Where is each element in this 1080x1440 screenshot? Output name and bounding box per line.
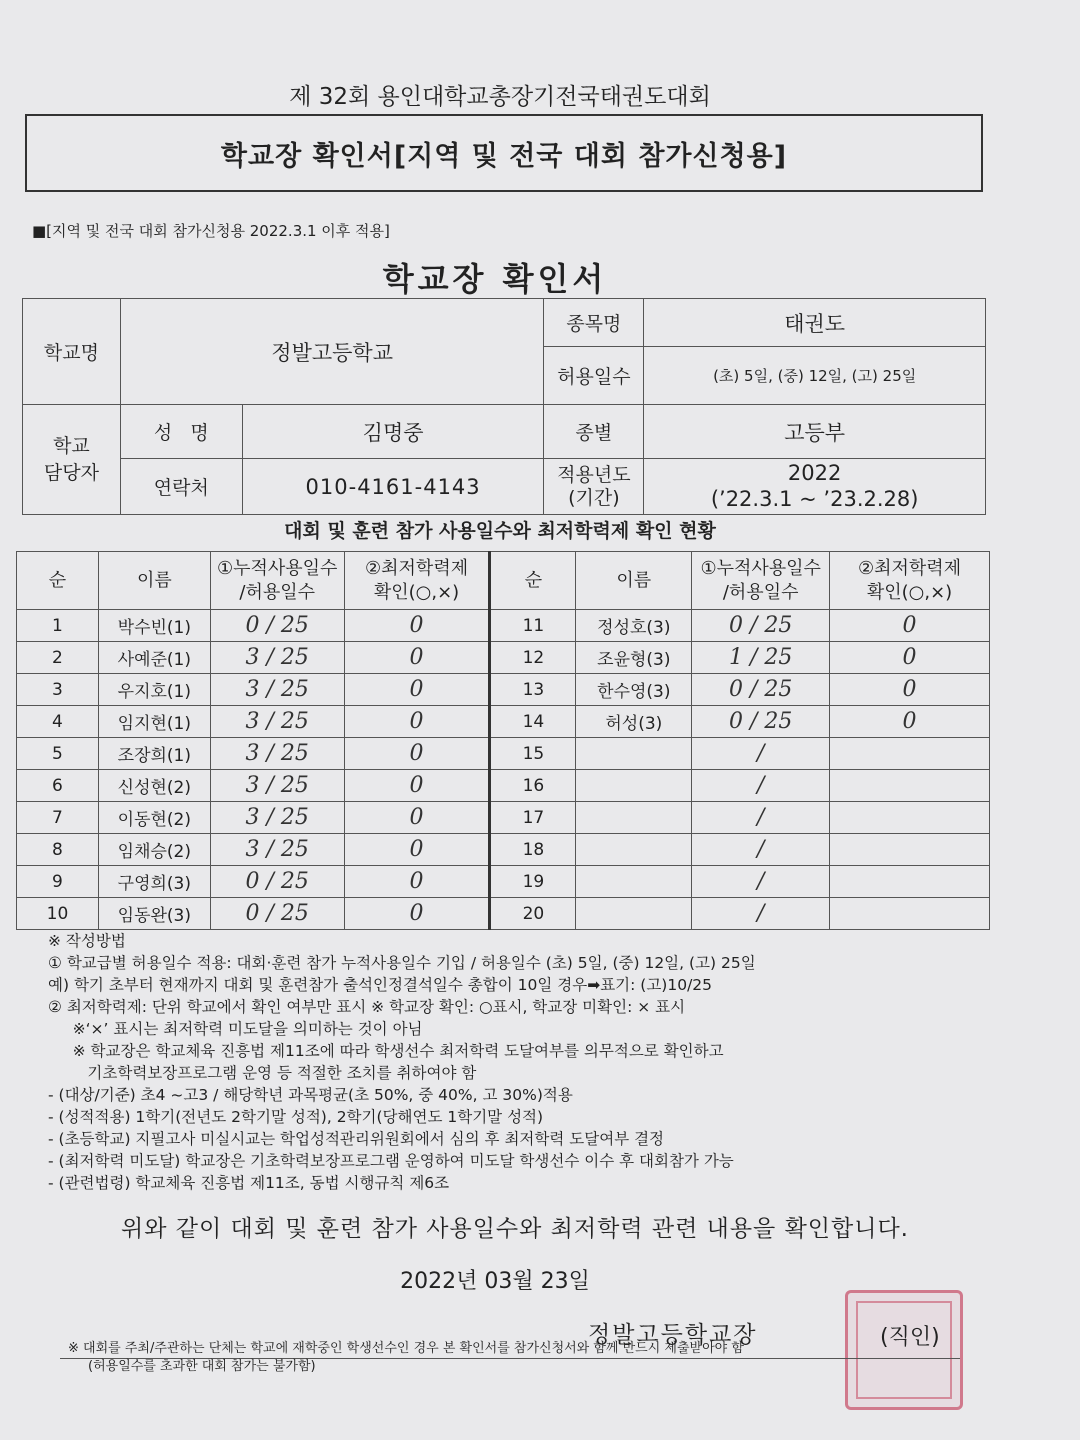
row-no: 1 bbox=[17, 610, 99, 642]
row-check bbox=[830, 802, 990, 834]
allowed-days-value: (초) 5일, (중) 12일, (고) 25일 bbox=[644, 347, 986, 405]
row-days: 1 / 25 bbox=[692, 642, 830, 674]
row-name bbox=[576, 898, 692, 930]
row-days: 0 / 25 bbox=[692, 610, 830, 642]
row-no: 19 bbox=[490, 866, 576, 898]
event-title: 제 32회 용인대학교총장기전국태권도대회 bbox=[289, 84, 711, 110]
contact-person-label: 학교 담당자 bbox=[23, 405, 121, 515]
principal-name: 정발고등학교장 bbox=[588, 1322, 758, 1348]
row-check: 0 bbox=[344, 770, 490, 802]
confirmation-statement: 위와 같이 대회 및 훈련 참가 사용일수와 최저학력 관련 내용을 확인합니다. bbox=[121, 1216, 909, 1242]
row-no: 18 bbox=[490, 834, 576, 866]
row-days: 0 / 25 bbox=[692, 706, 830, 738]
year-value: 2022 bbox=[787, 461, 842, 486]
instruction-line: ※ 작성방법 bbox=[48, 932, 126, 950]
school-info-table bbox=[22, 298, 986, 515]
category-value: 고등부 bbox=[644, 405, 986, 459]
instruction-line: 예) 학기 초부터 현재까지 대회 및 훈련참가 출석인정결석일수 총합이 10일 경우➡표기: (고)10/25 bbox=[48, 976, 713, 994]
row-no: 20 bbox=[490, 898, 576, 930]
row-check bbox=[830, 866, 990, 898]
instructions bbox=[48, 930, 1008, 1194]
row-name bbox=[576, 834, 692, 866]
sport-value: 태권도 bbox=[644, 299, 986, 347]
row-name: 임채승(2) bbox=[98, 834, 210, 866]
sport-label: 종목명 bbox=[544, 299, 644, 347]
seal-label: (직인) bbox=[880, 1325, 940, 1350]
table-row bbox=[17, 898, 990, 930]
row-days: / bbox=[692, 834, 830, 866]
header-no-2: 순 bbox=[490, 552, 576, 610]
row-days: / bbox=[692, 738, 830, 770]
instruction-line: ※ 학교장은 학교체육 진흥법 제11조에 따라 학생선수 최저학력 도달여부를 의무적으로 확인하고 bbox=[48, 1042, 724, 1060]
footnote-1: ※ 대회를 주최/주관하는 단체는 학교에 재학중인 학생선수인 경우 본 확인서를 참가신청서와 함께 반드시 제출받아야 함 bbox=[68, 1341, 744, 1356]
row-check: 0 bbox=[344, 642, 490, 674]
row-name bbox=[576, 866, 692, 898]
row-check: 0 bbox=[344, 834, 490, 866]
row-no: 12 bbox=[490, 642, 576, 674]
row-check: 0 bbox=[344, 738, 490, 770]
instruction-line: ② 최저학력제: 단위 학교에서 확인 여부만 표시 ※ 학교장 확인: ○표시, 학교장 미확인: × 표시 bbox=[48, 998, 686, 1016]
row-no: 2 bbox=[17, 642, 99, 674]
table-row bbox=[17, 642, 990, 674]
row-days: 0 / 25 bbox=[210, 866, 344, 898]
row-no: 16 bbox=[490, 770, 576, 802]
header-name-2: 이름 bbox=[576, 552, 692, 610]
row-check bbox=[830, 738, 990, 770]
row-days: 3 / 25 bbox=[210, 706, 344, 738]
row-days: 3 / 25 bbox=[210, 802, 344, 834]
row-name: 신성현(2) bbox=[98, 770, 210, 802]
row-name: 구영희(3) bbox=[98, 866, 210, 898]
row-no: 10 bbox=[17, 898, 99, 930]
row-name: 정성호(3) bbox=[576, 610, 692, 642]
instruction-line: 기초학력보장프로그램 운영 등 적절한 조치를 취하여야 함 bbox=[48, 1064, 477, 1082]
row-days: 3 / 25 bbox=[210, 674, 344, 706]
table-row bbox=[17, 706, 990, 738]
row-name bbox=[576, 738, 692, 770]
row-check: 0 bbox=[344, 898, 490, 930]
row-name bbox=[576, 770, 692, 802]
footnote-2: (허용일수를 초과한 대회 참가는 불가함) bbox=[88, 1359, 316, 1374]
row-no: 3 bbox=[17, 674, 99, 706]
row-check bbox=[830, 898, 990, 930]
row-name: 허성(3) bbox=[576, 706, 692, 738]
roster-table bbox=[16, 551, 990, 930]
table-row bbox=[17, 770, 990, 802]
row-check: 0 bbox=[344, 866, 490, 898]
row-no: 17 bbox=[490, 802, 576, 834]
row-days: 3 / 25 bbox=[210, 738, 344, 770]
form-title: 학교장 확인서[지역 및 전국 대회 참가신청용] bbox=[25, 114, 983, 192]
row-name bbox=[576, 802, 692, 834]
row-days: / bbox=[692, 802, 830, 834]
header-check: ②최저학력제 확인(○,×) bbox=[344, 552, 490, 610]
year-cell bbox=[644, 459, 986, 515]
row-no: 8 bbox=[17, 834, 99, 866]
row-days: 3 / 25 bbox=[210, 770, 344, 802]
table-row bbox=[17, 674, 990, 706]
row-name: 사예준(1) bbox=[98, 642, 210, 674]
row-no: 5 bbox=[17, 738, 99, 770]
row-check: 0 bbox=[344, 610, 490, 642]
header-check-2: ②최저학력제 확인(○,×) bbox=[830, 552, 990, 610]
instruction-line: ※‘×’ 표시는 최저학력 미도달을 의미하는 것이 아님 bbox=[48, 1020, 423, 1038]
instruction-line: - (최저학력 미도달) 학교장은 기초학력보장프로그램 운영하여 미도달 학생선수 이수 후 대회참가 가능 bbox=[48, 1152, 734, 1170]
row-name: 임동완(3) bbox=[98, 898, 210, 930]
row-name: 한수영(3) bbox=[576, 674, 692, 706]
row-name: 이동현(2) bbox=[98, 802, 210, 834]
table-row bbox=[17, 834, 990, 866]
row-name: 조윤형(3) bbox=[576, 642, 692, 674]
instruction-line: - (관련법령) 학교체육 진흥법 제11조, 동법 시행규칙 제6조 bbox=[48, 1174, 450, 1192]
allowed-days-label: 허용일수 bbox=[544, 347, 644, 405]
table-row bbox=[17, 610, 990, 642]
row-name: 임지현(1) bbox=[98, 706, 210, 738]
contact-name-value: 김명중 bbox=[242, 405, 544, 459]
header-days-2: ①누적사용일수 /허용일수 bbox=[692, 552, 830, 610]
row-no: 11 bbox=[490, 610, 576, 642]
table-row bbox=[17, 802, 990, 834]
row-days: 3 / 25 bbox=[210, 642, 344, 674]
phone-label: 연락처 bbox=[120, 459, 242, 515]
document-date: 2022년 03월 23일 bbox=[400, 1269, 590, 1294]
table-row bbox=[17, 738, 990, 770]
row-days: / bbox=[692, 898, 830, 930]
instruction-line: ① 학교급별 허용일수 적용: 대회·훈련 참가 누적사용일수 기입 / 허용일수 (초) 5일, (중) 12일, (고) 25일 bbox=[48, 954, 756, 972]
row-days: / bbox=[692, 866, 830, 898]
instruction-line: - (성적적용) 1학기(전년도 2학기말 성적), 2학기(당해연도 1학기말 성적) bbox=[48, 1108, 544, 1126]
applicability-note: ■[지역 및 전국 대회 참가신청용 2022.3.1 이후 적용] bbox=[32, 222, 390, 240]
row-check bbox=[830, 834, 990, 866]
row-name: 박수빈(1) bbox=[98, 610, 210, 642]
table-row bbox=[17, 866, 990, 898]
row-no: 15 bbox=[490, 738, 576, 770]
section-title: 대회 및 훈련 참가 사용일수와 최저학력제 확인 현황 bbox=[284, 520, 716, 542]
phone-value: 010-4161-4143 bbox=[242, 459, 544, 515]
row-days: 0 / 25 bbox=[210, 898, 344, 930]
row-check: 0 bbox=[344, 802, 490, 834]
category-label: 종별 bbox=[544, 405, 644, 459]
row-no: 4 bbox=[17, 706, 99, 738]
row-no: 9 bbox=[17, 866, 99, 898]
row-days: 0 / 25 bbox=[210, 610, 344, 642]
instruction-line: - (초등학교) 지필고사 미실시교는 학업성적관리위원회에서 심의 후 최저학력 도달여부 결정 bbox=[48, 1130, 665, 1148]
school-name-value: 정발고등학교 bbox=[120, 299, 544, 405]
row-check: 0 bbox=[830, 674, 990, 706]
row-check: 0 bbox=[830, 610, 990, 642]
year-label: 적용년도 (기간) bbox=[544, 459, 644, 515]
name-label: 성 명 bbox=[120, 405, 242, 459]
row-days: 0 / 25 bbox=[692, 674, 830, 706]
roster-header-row bbox=[17, 552, 990, 610]
header-name: 이름 bbox=[98, 552, 210, 610]
row-no: 13 bbox=[490, 674, 576, 706]
row-no: 7 bbox=[17, 802, 99, 834]
row-name: 조장희(1) bbox=[98, 738, 210, 770]
row-check bbox=[830, 770, 990, 802]
row-days: / bbox=[692, 770, 830, 802]
header-days: ①누적사용일수 /허용일수 bbox=[210, 552, 344, 610]
row-check: 0 bbox=[830, 642, 990, 674]
header-no: 순 bbox=[17, 552, 99, 610]
row-check: 0 bbox=[344, 706, 490, 738]
instruction-line: - (대상/기준) 초4 ~고3 / 해당학년 과목평균(초 50%, 중 40%, 고 30%)적용 bbox=[48, 1086, 573, 1104]
document-title: 학교장 확인서 bbox=[382, 260, 608, 298]
row-check: 0 bbox=[344, 674, 490, 706]
row-days: 3 / 25 bbox=[210, 834, 344, 866]
year-period: (’22.3.1 ~ ’23.2.28) bbox=[710, 486, 919, 511]
row-no: 14 bbox=[490, 706, 576, 738]
school-name-label: 학교명 bbox=[23, 299, 121, 405]
row-no: 6 bbox=[17, 770, 99, 802]
row-name: 우지호(1) bbox=[98, 674, 210, 706]
row-check: 0 bbox=[830, 706, 990, 738]
